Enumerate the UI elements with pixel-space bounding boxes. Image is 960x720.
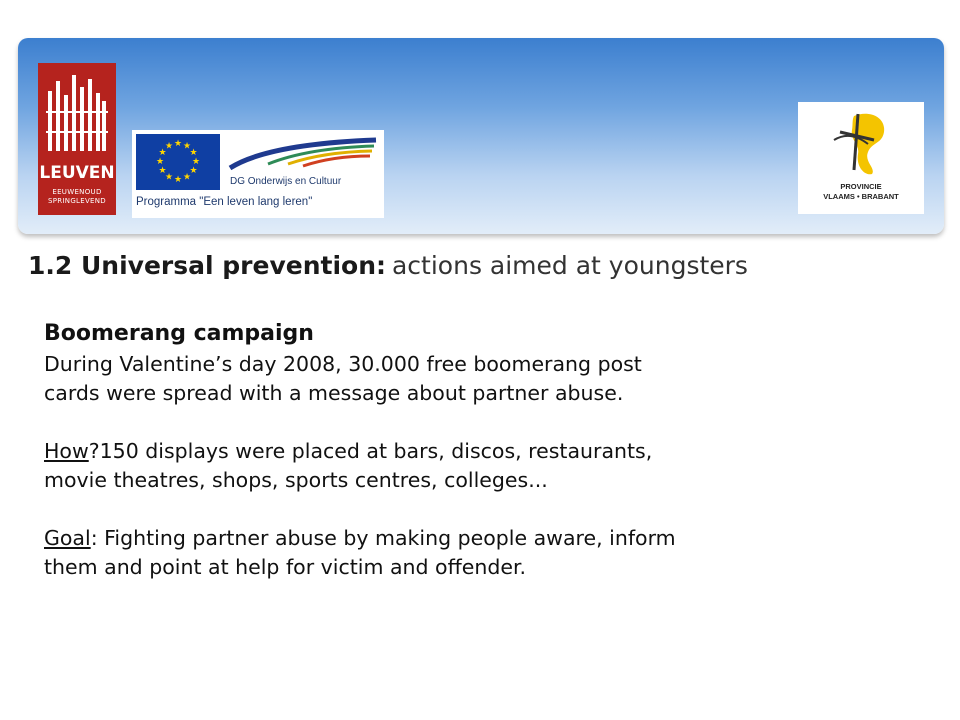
leuven-logo (38, 63, 116, 215)
eu-flag-icon (136, 134, 220, 190)
province-emblem-icon (828, 110, 894, 178)
eu-programme-label: Programma "Een leven lang leren" (136, 196, 313, 208)
slide-heading (28, 251, 748, 280)
goal-text: : Fighting partner abuse by making people aware, inform (90, 526, 676, 550)
how-label: How (44, 439, 89, 463)
intro-line-1: During Valentine’s day 2008, 30.000 free boomerang post (44, 352, 642, 376)
leuven-name: LEUVEN (39, 163, 115, 183)
header-banner (18, 38, 944, 234)
slide-body (44, 318, 924, 582)
svg-text:★: ★ (191, 157, 201, 167)
heading-bold: 1.2 Universal prevention: (28, 251, 386, 280)
how-line-1 (44, 437, 924, 466)
goal-label: Goal (44, 526, 91, 550)
svg-text:★: ★ (173, 175, 183, 185)
heading-rest: actions aimed at youngsters (391, 251, 748, 280)
svg-text:★: ★ (155, 157, 165, 167)
svg-text:★: ★ (164, 141, 174, 152)
eu-dg-label: DG Onderwijs en Cultuur (230, 176, 342, 187)
leuven-building-icon (44, 71, 110, 161)
province-line-2: VLAAMS • BRABANT (823, 192, 899, 201)
how-text: ?150 displays were placed at bars, discos, restaurants, (88, 439, 653, 463)
svg-text:★: ★ (189, 166, 198, 176)
goal-line-1 (44, 524, 924, 553)
svg-text:★: ★ (158, 166, 167, 176)
swoosh-icon (228, 134, 378, 174)
svg-text:★: ★ (164, 172, 174, 183)
eu-programme-logo (132, 130, 384, 218)
goal-line-2: them and point at help for victim and offender. (44, 555, 527, 579)
leuven-tagline-2: SPRINGLEVEND (47, 197, 106, 205)
svg-text:★: ★ (158, 148, 167, 158)
intro-line-2: cards were spread with a message about partner abuse. (44, 381, 624, 405)
how-line-2: movie theatres, shops, sports centres, colleges... (44, 468, 548, 492)
campaign-title: Boomerang campaign (44, 321, 314, 346)
provincie-vlaams-brabant-logo (798, 102, 924, 214)
svg-text:★: ★ (173, 139, 183, 149)
svg-text:★: ★ (182, 141, 192, 152)
province-line-1: PROVINCIE (840, 182, 882, 191)
svg-text:★: ★ (189, 148, 198, 158)
leuven-tagline-1: EEUWENOUD (52, 188, 102, 196)
svg-text:★: ★ (182, 172, 192, 183)
